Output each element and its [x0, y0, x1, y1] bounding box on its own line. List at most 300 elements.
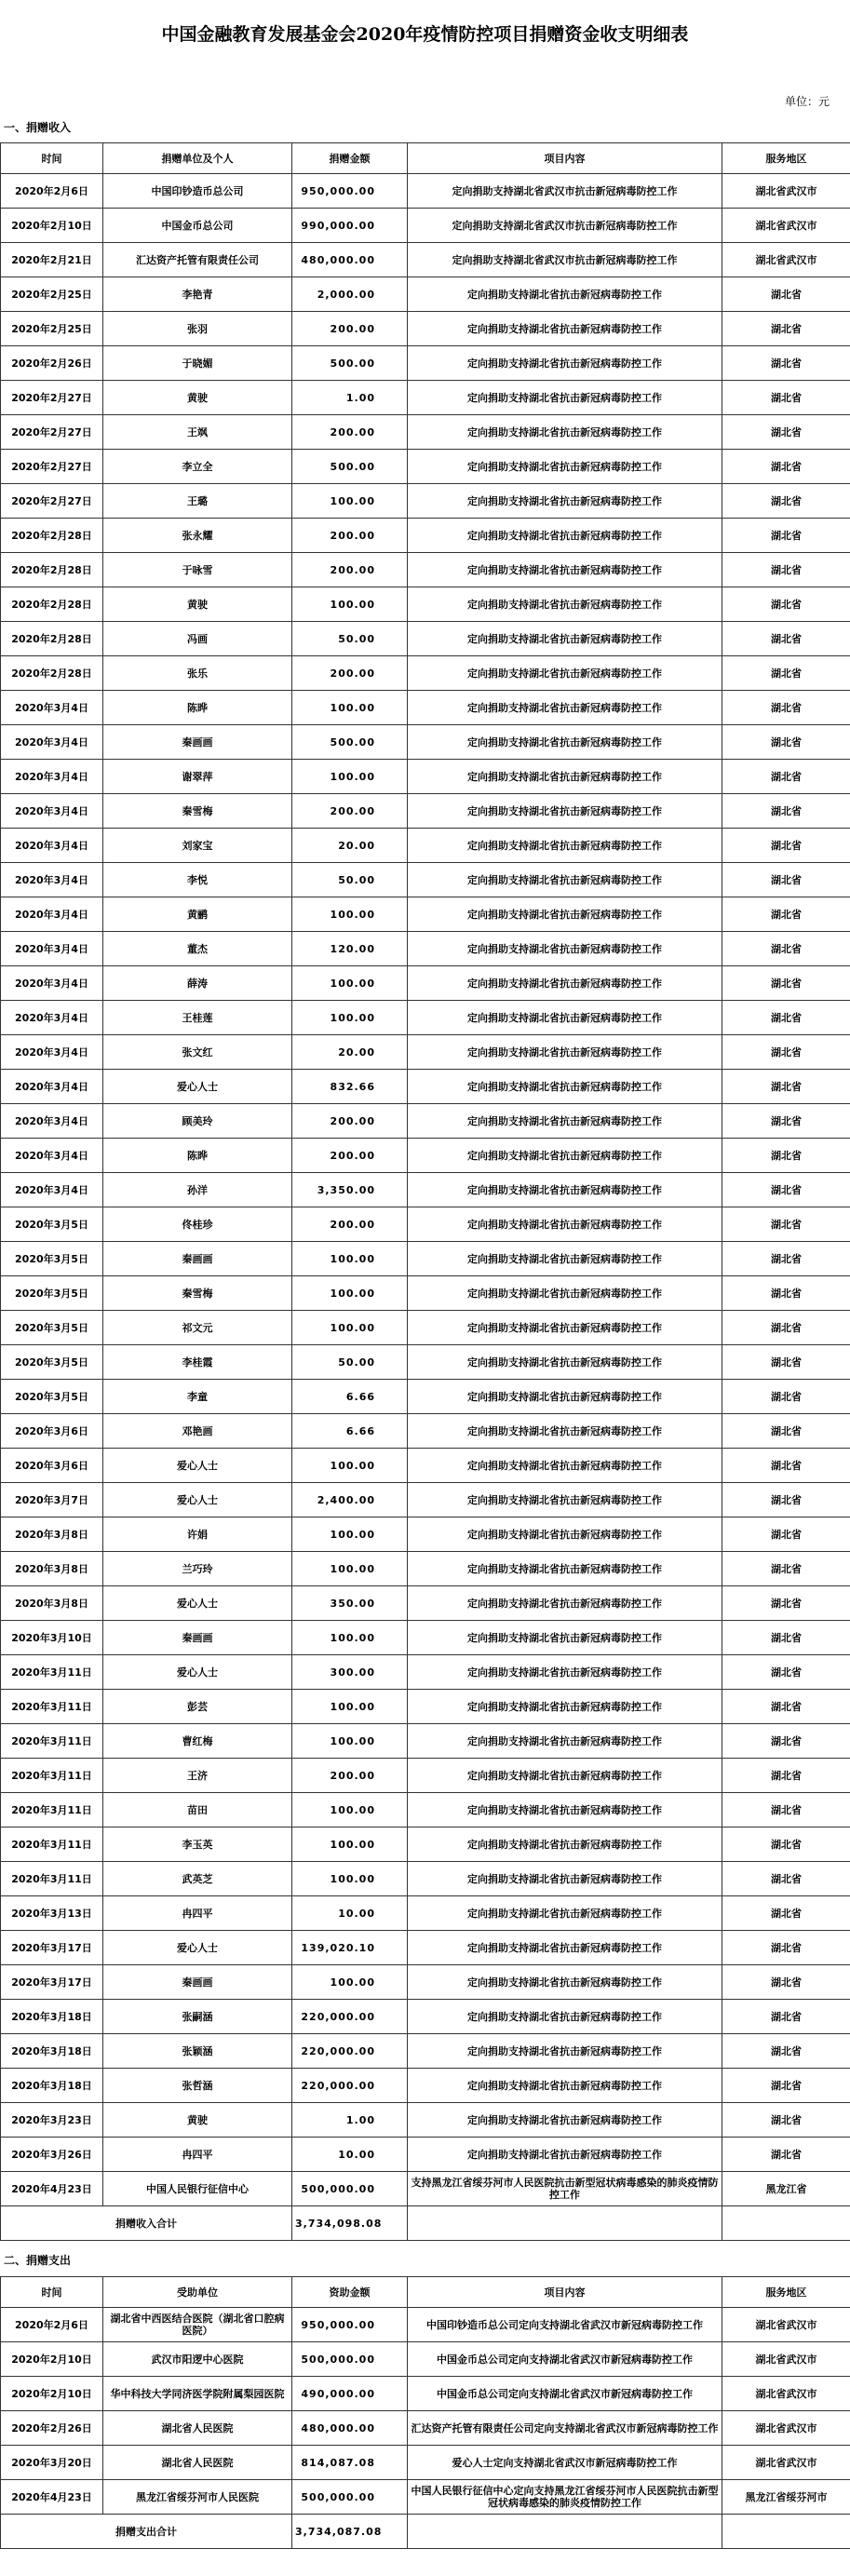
cell-region: 湖北省: [722, 415, 850, 450]
cell-content: 定向捐助支持湖北省抗击新冠病毒防控工作: [408, 863, 722, 897]
cell-party: 兰巧玲: [103, 1552, 292, 1586]
cell-content: 支持黑龙江省绥芬河市人民医院抗击新型冠状病毒感染的肺炎疫情防控工作: [408, 2172, 722, 2206]
cell-party: 张永耀: [103, 519, 292, 553]
cell-amount: 100.00: [292, 1552, 408, 1586]
cell-content: 定向捐助支持湖北省抗击新冠病毒防控工作: [408, 1759, 722, 1793]
table-row: [1, 1724, 850, 1759]
cell-party: 黄鹂: [103, 897, 292, 932]
cell-region: 湖北省: [722, 1104, 850, 1139]
cell-content: 定向捐助支持湖北省抗击新冠病毒防控工作: [408, 2138, 722, 2172]
cell-region: 湖北省武汉市: [722, 174, 850, 209]
cell-party: 秦雪梅: [103, 1276, 292, 1311]
cell-content: 定向捐助支持湖北省抗击新冠病毒防控工作: [408, 1242, 722, 1276]
cell-region: 湖北省: [722, 863, 850, 897]
cell-amount: 100.00: [292, 760, 408, 794]
income-total-empty: [408, 2206, 722, 2241]
table-row: [1, 209, 850, 243]
cell-content: 定向捐助支持湖北省抗击新冠病毒防控工作: [408, 1724, 722, 1759]
table-row: [1, 415, 850, 450]
cell-amount: 100.00: [292, 1276, 408, 1311]
cell-content: 定向捐助支持湖北省抗击新冠病毒防控工作: [408, 1690, 722, 1724]
cell-amount: 100.00: [292, 897, 408, 932]
cell-date: 2020年3月5日: [1, 1380, 103, 1414]
table-row: [1, 2411, 850, 2446]
cell-amount: 490,000.00: [292, 2377, 408, 2411]
cell-amount: 2,400.00: [292, 1483, 408, 1517]
table-row: [1, 587, 850, 622]
cell-date: 2020年3月11日: [1, 1724, 103, 1759]
cell-date: 2020年3月18日: [1, 2034, 103, 2069]
cell-region: 湖北省武汉市: [722, 209, 850, 243]
table-row: [1, 691, 850, 725]
cell-content: 定向捐助支持湖北省抗击新冠病毒防控工作: [408, 1552, 722, 1586]
cell-date: 2020年2月10日: [1, 209, 103, 243]
cell-date: 2020年3月4日: [1, 1001, 103, 1035]
cell-party: 陈晔: [103, 691, 292, 725]
table-row: [1, 381, 850, 415]
cell-region: 湖北省: [722, 1586, 850, 1621]
cell-amount: 220,000.00: [292, 2000, 408, 2034]
cell-party: 李立全: [103, 450, 292, 484]
cell-date: 2020年2月25日: [1, 277, 103, 312]
cell-content: 定向捐助支持湖北省抗击新冠病毒防控工作: [408, 1070, 722, 1104]
cell-amount: 950,000.00: [292, 2308, 408, 2342]
table-row: [1, 1104, 850, 1139]
cell-region: 湖北省: [722, 1621, 850, 1655]
cell-region: 湖北省: [722, 1552, 850, 1586]
cell-amount: 480,000.00: [292, 2411, 408, 2446]
cell-amount: 200.00: [292, 553, 408, 587]
cell-date: 2020年2月27日: [1, 484, 103, 519]
table-row: [1, 622, 850, 656]
cell-date: 2020年3月11日: [1, 1655, 103, 1690]
cell-party: 彭芸: [103, 1690, 292, 1724]
cell-party: 湖北省人民医院: [103, 2411, 292, 2446]
cell-date: 2020年3月8日: [1, 1586, 103, 1621]
cell-region: 湖北省: [722, 1001, 850, 1035]
table-row: [1, 863, 850, 897]
cell-date: 2020年3月26日: [1, 2138, 103, 2172]
cell-content: 定向捐助支持湖北省抗击新冠病毒防控工作: [408, 519, 722, 553]
cell-region: 黑龙江省: [722, 2172, 850, 2206]
cell-region: 湖北省武汉市: [722, 2308, 850, 2342]
cell-party: 爱心人士: [103, 1449, 292, 1483]
cell-date: 2020年2月6日: [1, 174, 103, 209]
cell-amount: 100.00: [292, 1311, 408, 1345]
table-row: [1, 1896, 850, 1931]
table-row: [1, 243, 850, 277]
expense-section-label: 二、捐赠支出: [4, 2254, 72, 2267]
cell-date: 2020年3月23日: [1, 2103, 103, 2138]
cell-region: 湖北省: [722, 1896, 850, 1931]
cell-content: 定向捐助支持湖北省抗击新冠病毒防控工作: [408, 2103, 722, 2138]
cell-region: 湖北省: [722, 1965, 850, 2000]
cell-date: 2020年2月27日: [1, 381, 103, 415]
expense-rows: [1, 2308, 850, 2515]
cell-party: 张颖涵: [103, 2034, 292, 2069]
cell-date: 2020年3月13日: [1, 1896, 103, 1931]
cell-party: 黑龙江省绥芬河市人民医院: [103, 2480, 292, 2515]
cell-party: 张乐: [103, 656, 292, 691]
cell-content: 定向捐助支持湖北省抗击新冠病毒防控工作: [408, 1965, 722, 2000]
cell-amount: 100.00: [292, 1827, 408, 1862]
cell-content: 定向捐助支持湖北省抗击新冠病毒防控工作: [408, 1517, 722, 1552]
expense-total-value: 3,734,087.08: [292, 2515, 408, 2549]
cell-party: 黄驶: [103, 381, 292, 415]
table-row: [1, 1793, 850, 1827]
cell-content: 定向捐助支持湖北省抗击新冠病毒防控工作: [408, 1104, 722, 1139]
cell-date: 2020年3月6日: [1, 1414, 103, 1449]
income-header-row: [1, 143, 850, 174]
table-row: [1, 2308, 850, 2342]
table-row: [1, 2446, 850, 2480]
cell-content: 定向捐助支持湖北省抗击新冠病毒防控工作: [408, 1414, 722, 1449]
table-row: [1, 2000, 850, 2034]
table-row: [1, 1139, 850, 1173]
cell-date: 2020年3月11日: [1, 1759, 103, 1793]
cell-party: 爱心人士: [103, 1931, 292, 1965]
cell-party: 顾美玲: [103, 1104, 292, 1139]
cell-amount: 1.00: [292, 381, 408, 415]
header-recipient: 受助单位: [103, 2277, 292, 2308]
cell-party: 黄驶: [103, 587, 292, 622]
cell-amount: 480,000.00: [292, 243, 408, 277]
cell-party: 秦画画: [103, 1242, 292, 1276]
cell-region: 湖北省: [722, 622, 850, 656]
cell-party: 爱心人士: [103, 1655, 292, 1690]
expense-table: [0, 2276, 850, 2549]
cell-party: 李桂霞: [103, 1345, 292, 1380]
cell-date: 2020年3月5日: [1, 1276, 103, 1311]
cell-region: 湖北省: [722, 587, 850, 622]
cell-region: 湖北省: [722, 381, 850, 415]
cell-party: 张羽: [103, 312, 292, 346]
cell-party: 许娟: [103, 1517, 292, 1552]
cell-region: 湖北省: [722, 1380, 850, 1414]
table-row: [1, 1759, 850, 1793]
cell-region: 湖北省: [722, 760, 850, 794]
cell-party: 于晓媚: [103, 346, 292, 381]
cell-content: 定向捐助支持湖北省抗击新冠病毒防控工作: [408, 897, 722, 932]
cell-party: 张嗣涵: [103, 2000, 292, 2034]
cell-date: 2020年4月23日: [1, 2172, 103, 2206]
cell-content: 定向捐助支持湖北省抗击新冠病毒防控工作: [408, 760, 722, 794]
cell-region: 湖北省: [722, 1483, 850, 1517]
table-row: [1, 1242, 850, 1276]
cell-content: 定向捐助支持湖北省抗击新冠病毒防控工作: [408, 691, 722, 725]
expense-total-label: 捐赠支出合计: [1, 2515, 292, 2549]
cell-amount: 100.00: [292, 1621, 408, 1655]
cell-content: 定向捐助支持湖北省抗击新冠病毒防控工作: [408, 1449, 722, 1483]
table-row: [1, 656, 850, 691]
table-row: [1, 1207, 850, 1242]
table-row: [1, 2034, 850, 2069]
cell-content: 中国金币总公司定向支持湖北省武汉市新冠病毒防控工作: [408, 2377, 722, 2411]
unit-label: 单位：元: [784, 95, 830, 108]
income-total-empty: [722, 2206, 850, 2241]
table-row: [1, 829, 850, 863]
cell-content: 定向捐助支持湖北省武汉市抗击新冠病毒防控工作: [408, 243, 722, 277]
expense-total-empty: [722, 2515, 850, 2549]
cell-date: 2020年3月11日: [1, 1793, 103, 1827]
cell-date: 2020年3月5日: [1, 1207, 103, 1242]
cell-region: 湖北省: [722, 932, 850, 966]
cell-party: 苗田: [103, 1793, 292, 1827]
cell-party: 武汉市阳逻中心医院: [103, 2342, 292, 2377]
cell-date: 2020年4月23日: [1, 2480, 103, 2515]
cell-party: 张哲涵: [103, 2069, 292, 2103]
cell-party: 秦画画: [103, 725, 292, 760]
cell-region: 湖北省: [722, 450, 850, 484]
cell-content: 定向捐助支持湖北省武汉市抗击新冠病毒防控工作: [408, 209, 722, 243]
cell-region: 湖北省: [722, 1655, 850, 1690]
cell-content: 定向捐助支持湖北省抗击新冠病毒防控工作: [408, 2034, 722, 2069]
cell-party: 王济: [103, 1759, 292, 1793]
cell-date: 2020年3月7日: [1, 1483, 103, 1517]
cell-date: 2020年2月10日: [1, 2377, 103, 2411]
table-row: [1, 1311, 850, 1345]
cell-date: 2020年3月4日: [1, 725, 103, 760]
cell-region: 湖北省: [722, 553, 850, 587]
cell-amount: 50.00: [292, 863, 408, 897]
cell-amount: 120.00: [292, 932, 408, 966]
cell-region: 湖北省: [722, 1345, 850, 1380]
cell-amount: 100.00: [292, 1965, 408, 2000]
table-row: [1, 2172, 850, 2206]
cell-region: 湖北省: [722, 2069, 850, 2103]
cell-party: 爱心人士: [103, 1483, 292, 1517]
cell-content: 定向捐助支持湖北省抗击新冠病毒防控工作: [408, 346, 722, 381]
cell-date: 2020年3月4日: [1, 1104, 103, 1139]
cell-date: 2020年2月26日: [1, 346, 103, 381]
table-row: [1, 2103, 850, 2138]
cell-region: 湖北省: [722, 829, 850, 863]
cell-amount: 200.00: [292, 519, 408, 553]
cell-region: 湖北省: [722, 1517, 850, 1552]
cell-amount: 500.00: [292, 725, 408, 760]
cell-party: 王桂莲: [103, 1001, 292, 1035]
table-row: [1, 1621, 850, 1655]
cell-region: 湖北省: [722, 656, 850, 691]
cell-amount: 50.00: [292, 1345, 408, 1380]
cell-party: 邓艳画: [103, 1414, 292, 1449]
cell-date: 2020年2月6日: [1, 2308, 103, 2342]
cell-content: 定向捐助支持湖北省抗击新冠病毒防控工作: [408, 656, 722, 691]
cell-content: 中国人民银行征信中心定向支持黑龙江省绥芬河市人民医院抗击新型冠状病毒感染的肺炎疫情防控工作: [408, 2480, 722, 2515]
cell-content: 定向捐助支持湖北省抗击新冠病毒防控工作: [408, 966, 722, 1001]
cell-date: 2020年3月17日: [1, 1931, 103, 1965]
cell-region: 湖北省: [722, 1070, 850, 1104]
cell-region: 黑龙江省绥芬河市: [722, 2480, 850, 2515]
cell-region: 湖北省: [722, 519, 850, 553]
cell-date: 2020年3月6日: [1, 1449, 103, 1483]
cell-party: 曹红梅: [103, 1724, 292, 1759]
cell-amount: 20.00: [292, 1035, 408, 1070]
header-amount: 捐赠金额: [292, 143, 408, 174]
cell-region: 湖北省: [722, 1931, 850, 1965]
cell-content: 中国金币总公司定向支持湖北省武汉市新冠病毒防控工作: [408, 2342, 722, 2377]
cell-date: 2020年3月4日: [1, 932, 103, 966]
cell-content: 定向捐助支持湖北省抗击新冠病毒防控工作: [408, 1483, 722, 1517]
income-table: [0, 142, 850, 2241]
cell-party: 华中科技大学同济医学院附属梨园医院: [103, 2377, 292, 2411]
cell-content: 定向捐助支持湖北省抗击新冠病毒防控工作: [408, 1380, 722, 1414]
cell-amount: 100.00: [292, 1517, 408, 1552]
cell-content: 定向捐助支持湖北省武汉市抗击新冠病毒防控工作: [408, 174, 722, 209]
cell-party: 陈晔: [103, 1139, 292, 1173]
cell-content: 定向捐助支持湖北省抗击新冠病毒防控工作: [408, 1035, 722, 1070]
cell-region: 湖北省: [722, 1690, 850, 1724]
cell-party: 祁文元: [103, 1311, 292, 1345]
cell-content: 定向捐助支持湖北省抗击新冠病毒防控工作: [408, 1139, 722, 1173]
table-row: [1, 1965, 850, 2000]
cell-content: 定向捐助支持湖北省抗击新冠病毒防控工作: [408, 415, 722, 450]
cell-region: 湖北省: [722, 1414, 850, 1449]
cell-amount: 500.00: [292, 346, 408, 381]
cell-date: 2020年2月21日: [1, 243, 103, 277]
table-row: [1, 484, 850, 519]
cell-date: 2020年2月10日: [1, 2342, 103, 2377]
report-title: 中国金融教育发展基金会2020年疫情防控项目捐赠资金收支明细表: [161, 24, 689, 45]
cell-date: 2020年3月4日: [1, 1139, 103, 1173]
cell-amount: 100.00: [292, 691, 408, 725]
cell-amount: 100.00: [292, 1001, 408, 1035]
cell-date: 2020年3月4日: [1, 966, 103, 1001]
table-row: [1, 1345, 850, 1380]
cell-content: 定向捐助支持湖北省抗击新冠病毒防控工作: [408, 484, 722, 519]
cell-date: 2020年3月4日: [1, 760, 103, 794]
cell-amount: 20.00: [292, 829, 408, 863]
cell-amount: 500.00: [292, 450, 408, 484]
cell-content: 定向捐助支持湖北省抗击新冠病毒防控工作: [408, 1655, 722, 1690]
cell-amount: 350.00: [292, 1586, 408, 1621]
cell-region: 湖北省: [722, 346, 850, 381]
cell-date: 2020年3月11日: [1, 1690, 103, 1724]
table-row: [1, 2069, 850, 2103]
cell-region: 湖北省武汉市: [722, 243, 850, 277]
cell-party: 中国印钞造币总公司: [103, 174, 292, 209]
cell-region: 湖北省: [722, 725, 850, 760]
table-row: [1, 1586, 850, 1621]
cell-party: 李童: [103, 1380, 292, 1414]
cell-region: 湖北省: [722, 1207, 850, 1242]
table-row: [1, 1655, 850, 1690]
cell-date: 2020年2月26日: [1, 2411, 103, 2446]
cell-amount: 100.00: [292, 1690, 408, 1724]
cell-region: 湖北省: [722, 1862, 850, 1896]
income-section-label: 一、捐赠收入: [4, 121, 72, 134]
cell-region: 湖北省: [722, 312, 850, 346]
cell-party: 佟桂珍: [103, 1207, 292, 1242]
header-amount: 资助金额: [292, 2277, 408, 2308]
table-row: [1, 312, 850, 346]
table-row: [1, 1001, 850, 1035]
cell-amount: 200.00: [292, 1759, 408, 1793]
cell-region: 湖北省: [722, 2138, 850, 2172]
table-row: [1, 1862, 850, 1896]
cell-content: 定向捐助支持湖北省抗击新冠病毒防控工作: [408, 1931, 722, 1965]
cell-region: 湖北省: [722, 1311, 850, 1345]
cell-amount: 500,000.00: [292, 2342, 408, 2377]
cell-amount: 100.00: [292, 1242, 408, 1276]
cell-amount: 6.66: [292, 1380, 408, 1414]
cell-amount: 220,000.00: [292, 2069, 408, 2103]
cell-amount: 200.00: [292, 1139, 408, 1173]
cell-date: 2020年2月27日: [1, 415, 103, 450]
table-row: [1, 1276, 850, 1311]
cell-date: 2020年2月28日: [1, 656, 103, 691]
table-row: [1, 1449, 850, 1483]
cell-region: 湖北省: [722, 277, 850, 312]
cell-region: 湖北省: [722, 691, 850, 725]
table-row: [1, 1827, 850, 1862]
cell-region: 湖北省: [722, 1242, 850, 1276]
cell-content: 定向捐助支持湖北省抗击新冠病毒防控工作: [408, 450, 722, 484]
cell-region: 湖北省武汉市: [722, 2446, 850, 2480]
cell-party: 汇达资产托管有限责任公司: [103, 243, 292, 277]
table-row: [1, 2342, 850, 2377]
cell-date: 2020年2月28日: [1, 622, 103, 656]
expense-total-empty: [408, 2515, 722, 2549]
cell-party: 冉四平: [103, 2138, 292, 2172]
cell-content: 定向捐助支持湖北省抗击新冠病毒防控工作: [408, 1896, 722, 1931]
cell-region: 湖北省: [722, 1449, 850, 1483]
header-region: 服务地区: [722, 143, 850, 174]
income-rows: [1, 174, 850, 2206]
cell-region: 湖北省: [722, 2034, 850, 2069]
cell-amount: 200.00: [292, 415, 408, 450]
cell-content: 定向捐助支持湖北省抗击新冠病毒防控工作: [408, 622, 722, 656]
table-row: [1, 519, 850, 553]
cell-party: 李悦: [103, 863, 292, 897]
table-row: [1, 277, 850, 312]
cell-amount: 3,350.00: [292, 1173, 408, 1207]
cell-date: 2020年2月25日: [1, 312, 103, 346]
cell-region: 湖北省: [722, 484, 850, 519]
expense-header-row: [1, 2277, 850, 2308]
cell-content: 定向捐助支持湖北省抗击新冠病毒防控工作: [408, 1621, 722, 1655]
cell-content: 定向捐助支持湖北省抗击新冠病毒防控工作: [408, 794, 722, 829]
cell-party: 刘家宝: [103, 829, 292, 863]
cell-party: 秦画画: [103, 1621, 292, 1655]
table-row: [1, 1931, 850, 1965]
cell-amount: 200.00: [292, 1104, 408, 1139]
cell-date: 2020年3月4日: [1, 897, 103, 932]
cell-content: 定向捐助支持湖北省抗击新冠病毒防控工作: [408, 1862, 722, 1896]
table-row: [1, 1070, 850, 1104]
table-row: [1, 346, 850, 381]
cell-content: 定向捐助支持湖北省抗击新冠病毒防控工作: [408, 553, 722, 587]
cell-region: 湖北省: [722, 1759, 850, 1793]
cell-amount: 832.66: [292, 1070, 408, 1104]
cell-party: 李玉英: [103, 1827, 292, 1862]
cell-party: 董杰: [103, 932, 292, 966]
table-row: [1, 932, 850, 966]
cell-content: 定向捐助支持湖北省抗击新冠病毒防控工作: [408, 1793, 722, 1827]
cell-date: 2020年2月28日: [1, 553, 103, 587]
cell-amount: 300.00: [292, 1655, 408, 1690]
cell-amount: 100.00: [292, 966, 408, 1001]
cell-party: 中国人民银行征信中心: [103, 2172, 292, 2206]
header-content: 项目内容: [408, 143, 722, 174]
cell-region: 湖北省: [722, 1724, 850, 1759]
cell-date: 2020年3月4日: [1, 1035, 103, 1070]
table-row: [1, 1552, 850, 1586]
cell-region: 湖北省: [722, 966, 850, 1001]
cell-content: 定向捐助支持湖北省抗击新冠病毒防控工作: [408, 2069, 722, 2103]
cell-date: 2020年3月8日: [1, 1517, 103, 1552]
cell-region: 湖北省: [722, 1276, 850, 1311]
